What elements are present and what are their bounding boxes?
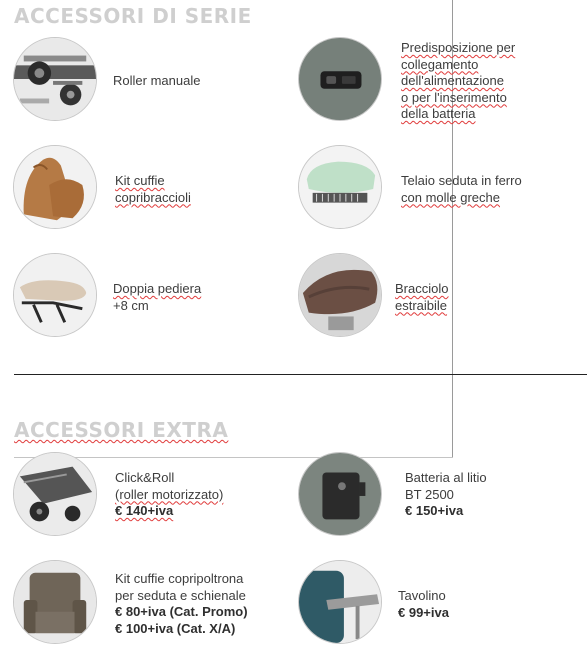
armchair-covers-photo	[13, 560, 97, 644]
item-batteria-litio: Batteria al litio BT 2500 € 150+iva	[405, 470, 487, 518]
item-bracciolo-estraibile: Bracciolo estraibile	[395, 281, 449, 313]
section-divider	[14, 374, 587, 375]
item-tavolino: Tavolino € 99+iva	[398, 588, 449, 620]
lithium-battery-photo	[298, 452, 382, 536]
seat-frame-photo	[298, 145, 382, 229]
side-table-photo	[298, 560, 382, 644]
removable-armrest-photo	[298, 253, 382, 337]
armrest-covers-photo	[13, 145, 97, 229]
power-socket-photo	[298, 37, 382, 121]
item-telaio-seduta: Telaio seduta in ferro con molle greche	[401, 173, 522, 205]
double-footrest-photo	[13, 253, 97, 337]
item-kit-cuffie-copribraccioli: Kit cuffie copribraccioli	[115, 173, 191, 205]
motorized-roller-photo	[13, 452, 97, 536]
item-click-roll: Click&Roll (roller motorizzato) € 140+iva	[115, 470, 224, 518]
item-kit-cuffie-copripoltrona: Kit cuffie copripoltrona per seduta e schienale € 80+iva (Cat. Promo) € 100+iva (Cat. X/A)	[115, 571, 248, 636]
item-doppia-pediera: Doppia pediera +8 cm	[113, 281, 202, 313]
manual-roller-photo	[13, 37, 97, 121]
heading-standard-accessories: ACCESSORI DI SERIE	[14, 4, 252, 28]
frame-horizontal-line-bottom	[14, 457, 453, 458]
item-predisposizione-alimentazione: Predisposizione per collegamento dell'alimentazione o per l'inserimento della batteria	[401, 40, 516, 121]
heading-extra-accessories: ACCESSORI EXTRA	[14, 418, 229, 442]
item-roller-manuale: Roller manuale	[113, 73, 201, 88]
